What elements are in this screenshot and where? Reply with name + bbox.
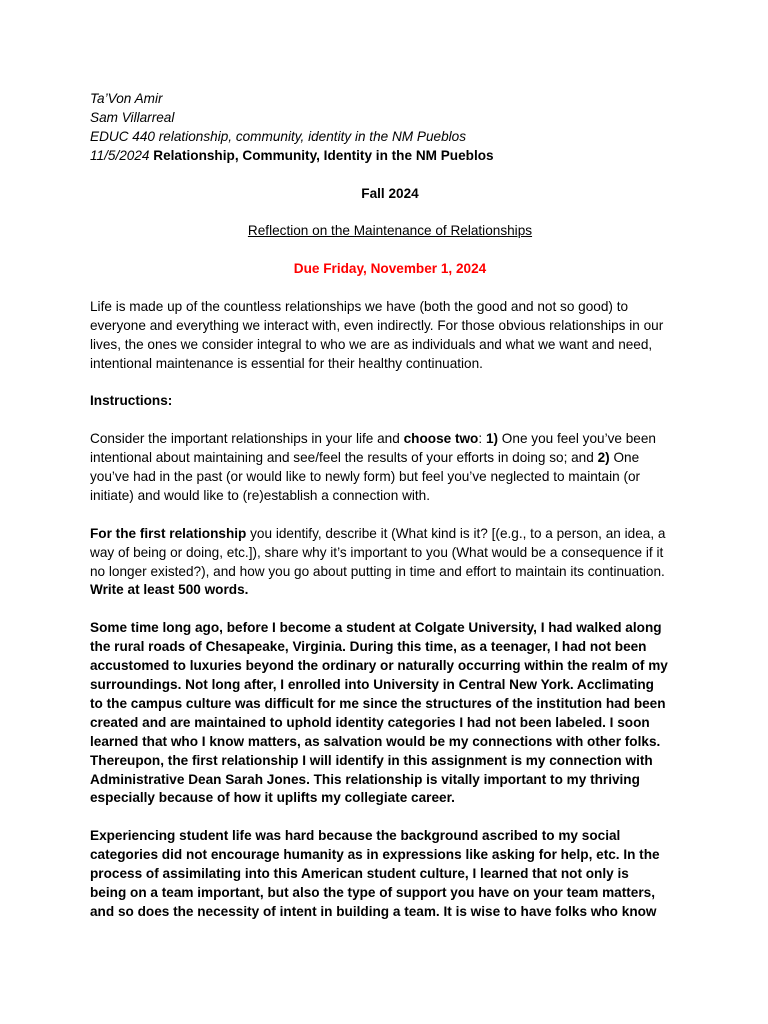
intro-line: everyone and everything we interact with, even indirectly. For those obvious relationships in our — [90, 317, 664, 333]
intro-line: Life is made up of the countless relationships we have (both the good and not so good) to — [90, 298, 629, 314]
author-name: Ta’Von Amir — [90, 91, 163, 106]
prompt-line: For the first relationship you identify, describe it (What kind is it? [(e.g., to a person, an idea, a — [90, 525, 666, 541]
prompt-line: no longer existed?), and how you go about putting in time and effort to maintain its continuation. — [90, 563, 665, 579]
prompt-line: way of being or doing, etc.]), share why it’s important to you (What would be a consequence if it — [90, 544, 664, 560]
instructions-paragraph — [90, 430, 690, 506]
instructions-line: intentional about maintaining and see/feel the results of your efforts in doing so; and 2) One — [90, 450, 640, 466]
response-line: learned that who I know matters, as salvation would be my connections with other folks. — [90, 733, 661, 749]
date: 11/5/2024 — [90, 147, 150, 163]
response-line: especially because of how it uplifts my collegiate career. — [90, 790, 455, 806]
response-line: the rural roads of Chesapeake, Virginia. During this time, as a teenager, I had not been — [90, 639, 647, 655]
response-line: to the campus culture was difficult for me since the structures of the institution had been — [90, 695, 666, 711]
assignment-title: Reflection on the Maintenance of Relationships — [247, 223, 533, 239]
date-line — [90, 147, 690, 166]
response-line: Administrative Dean Sarah Jones. This relationship is vitally important to my thriving — [90, 771, 640, 787]
intro-line: lives, the ones we consider integral to who we are as individuals and what we want and need, — [90, 336, 653, 352]
response-paragraph-2 — [90, 827, 690, 922]
response-line: Some time long ago, before I become a student at Colgate University, I had walked along — [90, 620, 662, 636]
date-line-title: Relationship, Community, Identity in the NM Pueblos — [153, 147, 494, 163]
document-page — [90, 90, 690, 922]
response-line: Thereupon, the first relationship I will identify in this assignment is my connection with — [90, 752, 653, 768]
word-count-requirement: Write at least 500 words. — [90, 582, 249, 598]
intro-line: intentional maintenance is essential for their healthy continuation. — [90, 355, 483, 371]
response-paragraph-1 — [90, 619, 690, 808]
term: Fall 2024 — [361, 185, 419, 201]
instructions-line: Consider the important relationships in your life and choose two: 1) One you feel you’ve been — [90, 431, 656, 447]
response-line: process of assimilating into this American student culture, I learned that not only is — [90, 866, 629, 882]
response-line: created and are maintained to uphold identity categories I had not been labeled. I soon — [90, 714, 650, 730]
response-line: surroundings. Not long after, I enrolled into University in Central New York. Acclimating — [90, 676, 654, 692]
response-line: and so does the necessity of intent in building a team. It is wise to have folks who know — [90, 903, 657, 919]
due-date: Due Friday, November 1, 2024 — [293, 261, 487, 277]
instructions-line: you’ve had in the past (or would like to newly form) but feel you’ve neglected to maintain (or — [90, 469, 641, 485]
response-line: being on a team important, but also the type of support you have on your team matters, — [90, 884, 655, 900]
first-relationship-prompt — [90, 525, 690, 601]
intro-paragraph — [90, 298, 690, 374]
instructor-name: Sam Villarreal — [90, 109, 175, 125]
course-name: EDUC 440 relationship, community, identity in the NM Pueblos — [90, 128, 467, 144]
response-line: categories did not encourage humanity as in expressions like asking for help, etc. In the — [90, 847, 660, 863]
response-line: Experiencing student life was hard because the background ascribed to my social — [90, 828, 621, 844]
instructions-line: initiate) and would like to (re)establish a connection with. — [90, 487, 431, 503]
instructions-heading: Instructions: — [90, 393, 173, 409]
response-line: accustomed to luxuries beyond the ordinary or naturally occurring within the realm of my — [90, 658, 668, 674]
